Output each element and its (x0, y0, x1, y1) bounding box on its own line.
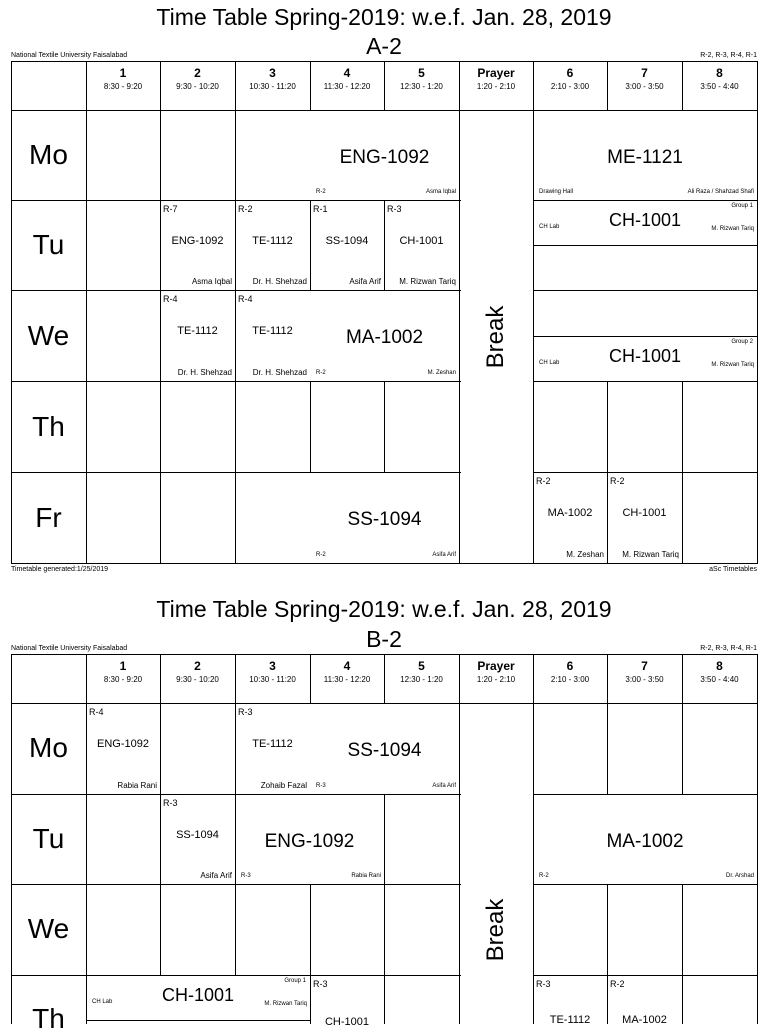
lesson-tu-2: R-7 ENG-1092 Asma Iqbal (163, 204, 232, 286)
day-label-fr: Fr (35, 502, 62, 533)
rooms-list: R-2, R-3, R-4, R-1 (700, 52, 757, 59)
generated-date: Timetable generated:1/25/2019 (11, 566, 109, 573)
period-header-8: 8 3:50 - 4:40 (700, 66, 739, 91)
day-label-mo: Mo (29, 732, 68, 763)
lesson-we-2: R-4 TE-1112 Dr. H. Shehzad (163, 294, 232, 377)
lesson-th-4: R-3 CH-1001 (313, 979, 370, 1028)
timetable-title: Time Table Spring-2019: w.e.f. Jan. 28, 2019 (156, 4, 612, 30)
period-header-4: 4 11:30 - 12:20 (323, 66, 371, 91)
lesson-mo-eng1092: ENG-1092 R-2 Asma Iqbal (316, 147, 456, 195)
lesson-tu-4: R-1 SS-1094 Asifa Arif (313, 204, 381, 286)
lesson-tu-5: R-3 CH-1001 M. Rizwan Tariq (387, 204, 456, 286)
institution-name: National Textile University Faisalabad (11, 645, 128, 652)
day-label-mo: Mo (29, 139, 68, 170)
break-label: Break (482, 898, 509, 962)
lesson-fr-6: R-2 MA-1002 M. Zeshan (536, 476, 604, 559)
institution-name: National Textile University Faisalabad (11, 52, 128, 59)
day-label-th: Th (32, 411, 65, 442)
lesson-fr-7: R-2 CH-1001 M. Rizwan Tariq (610, 476, 679, 559)
period-header-3: 3 10:30 - 11:20 (249, 66, 296, 91)
class-name: B-2 (366, 626, 402, 652)
period-header-7: 7 3:00 - 3:50 (625, 659, 664, 684)
lesson-mo-me1121: ME-1121 Drawing Hall Ali Raza / Shahzad Shafi (539, 147, 754, 195)
generator-credit: aSc Timetables (709, 566, 757, 573)
lesson-fr-ss1094: SS-1094 R-2 Asifa Arif (316, 509, 456, 558)
period-header-8: 8 3:50 - 4:40 (700, 659, 739, 684)
period-header-7: 7 3:00 - 3:50 (625, 66, 664, 91)
period-header-6: 6 2:10 - 3:00 (550, 659, 590, 684)
period-header-1: 1 8:30 - 9:20 (103, 659, 143, 684)
period-header-4: 4 11:30 - 12:20 (323, 659, 371, 684)
lesson-tu-ch1001-group1: Group 1 CH Lab CH-1001 M. Rizwan Tariq (539, 203, 754, 232)
period-header-prayer: Prayer 1:20 - 2:10 (476, 66, 516, 91)
lesson-mo-1: R-4 ENG-1092 Rabia Rani (89, 707, 157, 790)
period-header-1: 1 8:30 - 9:20 (103, 66, 143, 91)
day-label-we: We (27, 320, 70, 351)
period-header-prayer: Prayer 1:20 - 2:10 (476, 659, 516, 684)
lesson-th-7: R-2 MA-1002 (610, 979, 667, 1026)
day-label-tu: Tu (32, 229, 65, 260)
lesson-mo-3: R-3 TE-1112 Zohaib Fazal (238, 707, 307, 790)
day-label-th: Th (32, 1003, 65, 1034)
lesson-we-ma1002: MA-1002 R-2 M. Zeshan (316, 327, 456, 376)
lesson-tu-ma1002: MA-1002 R-2 Dr. Arshad (539, 831, 754, 879)
break-label: Break (482, 305, 509, 369)
lesson-tu-eng1092: ENG-1092 R-3 Rabia Rani (241, 831, 381, 879)
period-header-2: 2 9:30 - 10:20 (176, 659, 219, 684)
lesson-tu-2: R-3 SS-1094 Asifa Arif (163, 798, 232, 880)
period-header-6: 6 2:10 - 3:00 (550, 66, 590, 91)
period-header-5: 5 12:30 - 1:20 (400, 66, 443, 91)
rooms-list: R-2, R-3, R-4, R-1 (700, 645, 757, 652)
timetable-title: Time Table Spring-2019: w.e.f. Jan. 28, 2019 (156, 596, 612, 622)
period-header-5: 5 12:30 - 1:20 (400, 659, 443, 684)
day-label-tu: Tu (32, 823, 65, 854)
lesson-th-ch1001-group1: Group 1 CH Lab CH-1001 M. Rizwan Tariq (92, 978, 307, 1007)
lesson-mo-ss1094: SS-1094 R-3 Asifa Arif (316, 740, 456, 789)
period-header-2: 2 9:30 - 10:20 (176, 66, 219, 91)
lesson-we-ch1001-group2: Group 2 CH Lab CH-1001 M. Rizwan Tariq (539, 339, 754, 368)
lesson-th-6: R-3 TE-1112 (536, 979, 591, 1026)
lesson-tu-3: R-2 TE-1112 Dr. H. Shehzad (238, 204, 307, 286)
period-header-3: 3 10:30 - 11:20 (249, 659, 296, 684)
lesson-we-3: R-4 TE-1112 Dr. H. Shehzad (238, 294, 307, 377)
day-label-we: We (27, 913, 70, 944)
class-name: A-2 (366, 33, 402, 59)
